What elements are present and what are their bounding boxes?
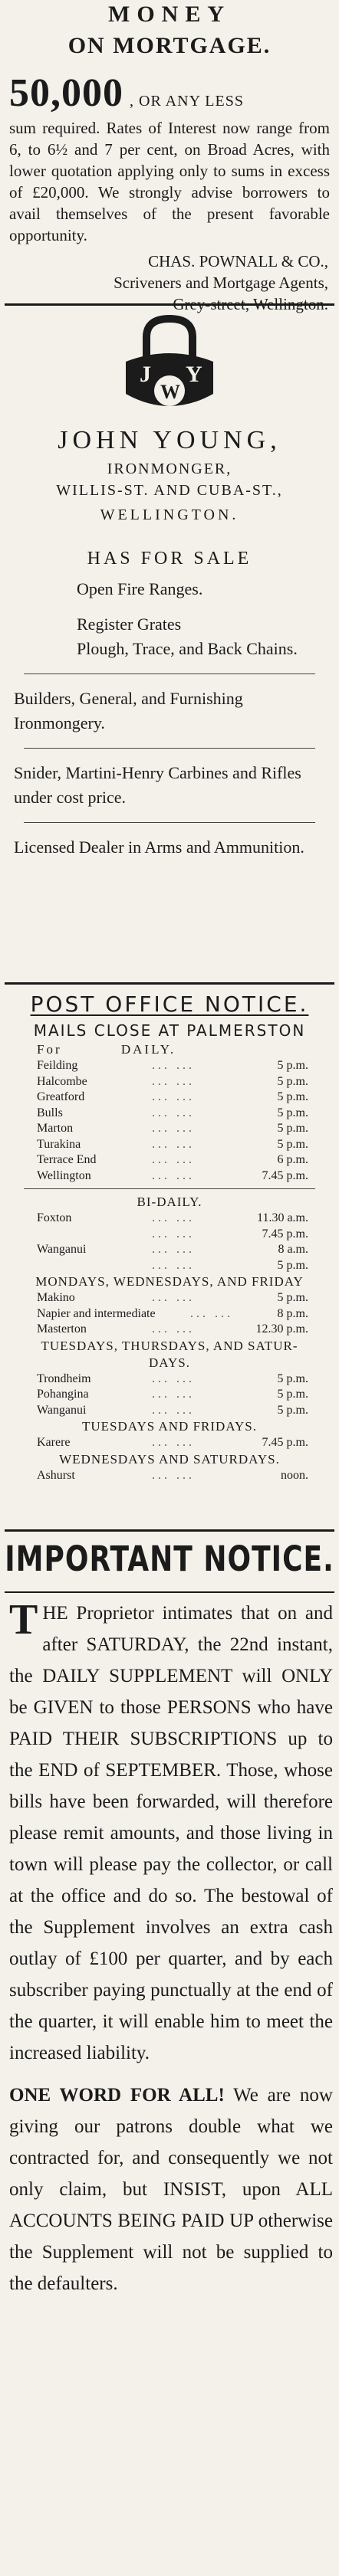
tts-label-line1: TUESDAYS, THURSDAYS, AND SATUR- xyxy=(41,1338,298,1353)
ironmonger-trade: IRONMONGER, xyxy=(107,460,232,477)
schedule-row: Greatford ... ... 5 p.m. xyxy=(37,1090,308,1103)
logo-letter-y: Y xyxy=(186,362,202,387)
schedule-row: Turakina ... ... 5 p.m. xyxy=(37,1137,308,1151)
mortgage-body-text: sum required. Rates of Interest now range from 6, to 6½ and 7 per cent, on Broad Acres, with lower quotation applying only to sums in excess of £20,000. We strongly advise borrowers to avail themselves of the present favorable opportunity. xyxy=(9,119,330,244)
schedule-row: Ashurst ... ... noon. xyxy=(37,1468,308,1482)
notice-paragraph-2-lead: ONE WORD FOR ALL! xyxy=(9,2085,225,2106)
ws-schedule xyxy=(0,1468,339,1484)
sale-item: Open Fire Ranges. xyxy=(77,579,203,598)
schedule-row: Bulls ... ... 5 p.m. xyxy=(37,1106,308,1119)
post-office-notice xyxy=(0,991,339,1483)
notice-dropcap: T xyxy=(9,1596,38,1644)
logo-letter-w: W xyxy=(160,381,180,403)
sale-list xyxy=(0,577,339,661)
mwf-label: MONDAYS, WEDNESDAYS, AND FRIDAY xyxy=(35,1274,304,1289)
mortgage-advertisement xyxy=(0,2,339,315)
ironmonger-city: WELLINGTON. xyxy=(100,506,239,523)
jyw-monogram-logo xyxy=(0,314,339,420)
section-divider xyxy=(24,822,315,823)
tts-label-line2: DAYS. xyxy=(149,1355,190,1370)
column-rule xyxy=(5,982,334,985)
schedule-row: Marton ... ... 5 p.m. xyxy=(37,1122,308,1135)
licensed-dealer-text: Licensed Dealer in Arms and Ammunition. xyxy=(14,837,304,857)
notice-paragraph-2: We are now giving our patrons double what we contracted for, and consequently we not only claim, but INSIST, upon ALL ACCOUNTS BEING PAID UP otherwise the Supplement will not be supplied to the defaulters. xyxy=(9,2085,333,2294)
bidaily-schedule xyxy=(0,1211,339,1273)
tts-schedule xyxy=(0,1372,339,1419)
mortgage-heading-on-mortgage: ON MORTGAGE. xyxy=(67,33,272,58)
schedule-row: Trondheim ... ... 5 p.m. xyxy=(37,1372,308,1385)
mortgage-signature-trade: Scriveners and Mortgage Agents, xyxy=(114,274,328,292)
ironmonger-advertisement xyxy=(0,314,339,860)
schedule-row: Napier and intermediate ... ... 8 p.m. xyxy=(37,1306,308,1320)
ironmonger-name: JOHN YOUNG, xyxy=(58,426,281,454)
important-notice-heading: IMPORTANT NOTICE. xyxy=(5,1540,334,1580)
tf-schedule xyxy=(0,1435,339,1451)
column-rule xyxy=(5,1529,334,1532)
schedule-row: Pohangina ... ... 5 p.m. xyxy=(37,1388,308,1401)
schedule-row: Foxton ... ... 11.30 a.m. xyxy=(37,1211,308,1224)
sale-item: Plough, Trace, and Back Chains. xyxy=(77,639,298,658)
schedule-row: Terrace End ... ... 6 p.m. xyxy=(37,1153,308,1166)
mails-close-heading: MAILS CLOSE AT PALMERSTON xyxy=(33,1021,306,1040)
ws-label: WEDNESDAYS AND SATURDAYS. xyxy=(59,1451,280,1467)
column-rule xyxy=(5,303,334,306)
schedule-row: ... ... 5 p.m. xyxy=(152,1258,308,1272)
notice-body xyxy=(0,1598,339,2069)
schedule-row: Wanganui ... ... 5 p.m. xyxy=(37,1403,308,1417)
section-divider xyxy=(24,1188,315,1189)
builders-ironmongery-text: Builders, General, and Furnishing Ironmongery. xyxy=(14,689,243,732)
schedule-row: Wanganui ... ... 8 a.m. xyxy=(37,1243,308,1256)
mortgage-amount-row xyxy=(0,70,339,116)
schedule-row: Feilding ... ... 5 p.m. xyxy=(37,1059,308,1072)
mortgage-amount: 50,000 xyxy=(9,71,123,115)
padlock-monogram-icon xyxy=(112,314,227,420)
logo-letter-j: J xyxy=(140,362,151,387)
mortgage-heading-money: MONEY xyxy=(108,2,231,27)
daily-schedule xyxy=(0,1058,339,1184)
schedule-row: ... ... 7.45 p.m. xyxy=(152,1227,308,1240)
notice-paragraph-2-block xyxy=(0,2079,339,2299)
schedule-row: Makino ... ... 5 p.m. xyxy=(37,1291,308,1304)
bidaily-label: BI-DAILY. xyxy=(137,1195,202,1209)
rifles-text: Snider, Martini-Henry Carbines and Rifles under cost price. xyxy=(14,763,301,807)
schedule-row: Masterton ... ... 12.30 p.m. xyxy=(37,1322,308,1336)
schedule-row: Wellington ... ... 7.45 p.m. xyxy=(37,1168,308,1182)
sale-item: Register Grates xyxy=(77,615,182,634)
notice-paragraph-1: HE Proprietor intimates that on and after SATURDAY, the 22nd instant, the DAILY SUPPLEMENT will ONLY be GIVEN to those PERSONS who have PAID THEIR SUBSCRIPTIONS up to the END of SEPTEMBER. Those, whose bills have been forwarded, will therefore please remit amounts, and those living in town will please pay the collector, or call at the office and do so. The bestowal of the Supplement involves an extra cash outlay of £100 per quarter, and by each subscriber paying punctually at the end of the quarter, it will enable him to meet the increased liability. xyxy=(9,1603,333,2063)
important-notice xyxy=(0,1540,339,2299)
mortgage-signature-address: Grey-street, Wellington. xyxy=(173,295,328,313)
section-divider xyxy=(24,748,315,749)
mortgage-amount-tail: , OR ANY LESS xyxy=(130,93,244,110)
for-label: For xyxy=(37,1042,62,1057)
section-divider xyxy=(24,673,315,674)
post-office-heading: POST OFFICE NOTICE. xyxy=(30,991,309,1017)
ironmonger-address: WILLIS-ST. AND CUBA-ST., xyxy=(56,482,283,499)
sale-heading: HAS FOR SALE xyxy=(87,549,252,569)
schedule-row: Halcombe ... ... 5 p.m. xyxy=(37,1074,308,1088)
notice-rule xyxy=(5,1591,334,1593)
schedule-row: Karere ... ... 7.45 p.m. xyxy=(37,1436,308,1449)
mortgage-signature-firm: CHAS. POWNALL & CO., xyxy=(148,252,328,270)
mwf-schedule xyxy=(0,1290,339,1338)
tf-label: TUESDAYS AND FRIDAYS. xyxy=(81,1419,258,1434)
daily-header xyxy=(0,1041,339,1058)
daily-label: DAILY. xyxy=(120,1042,176,1057)
